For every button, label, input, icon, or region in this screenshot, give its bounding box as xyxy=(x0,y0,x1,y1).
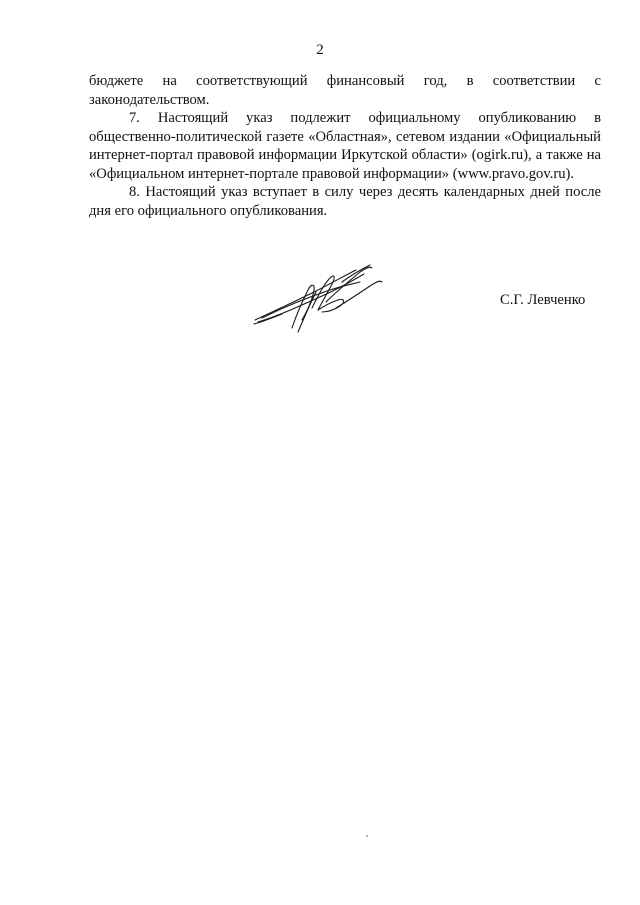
paragraph-budget-continuation: бюджете на соответствующий финансовый год, в соответствии с законодательством. xyxy=(89,73,601,108)
signer-name: С.Г. Левченко xyxy=(500,292,586,308)
scan-dot xyxy=(366,835,368,837)
document-body xyxy=(89,72,601,220)
page-number: 2 xyxy=(316,42,324,58)
handwritten-signature xyxy=(252,262,384,334)
paragraph-7-publication: 7. Настоящий указ подлежит официальному опубликованию в общественно-политической газете «Областная», сетевом издании «Официальный интернет-портал правовой информации Иркутской области» (ogirk.ru), а также на «Официальном интернет-портале правовой информации» (www.pravo.gov.ru). xyxy=(89,110,601,182)
paragraph-8-effective-date: 8. Настоящий указ вступает в силу через десять календарных дней после дня его официального опубликования. xyxy=(89,184,601,219)
